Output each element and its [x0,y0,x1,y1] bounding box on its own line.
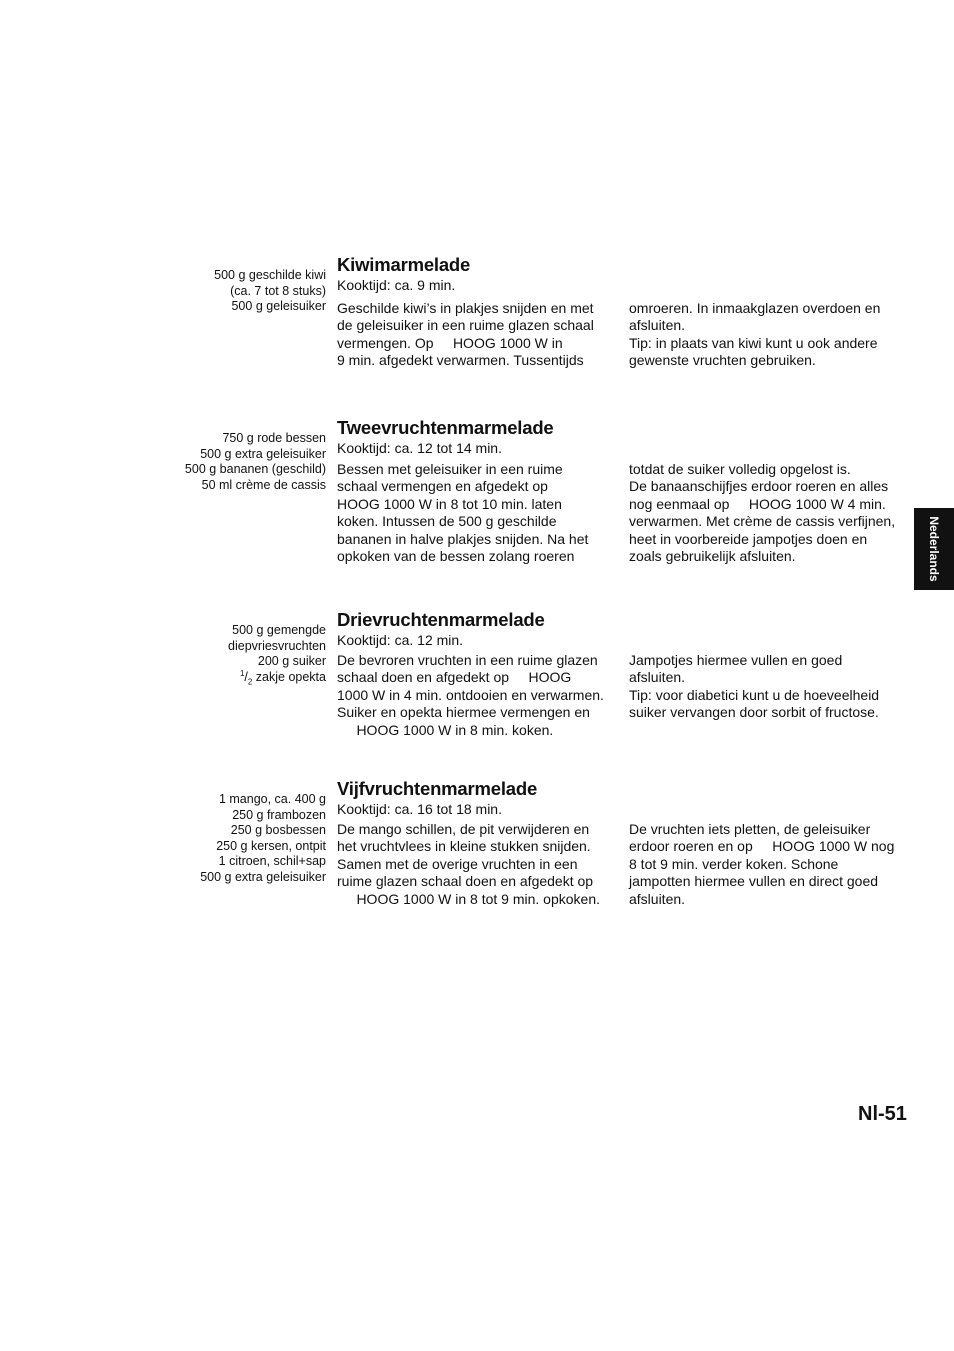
text-line: jampotten hiermee vullen en direct goed [629,873,879,890]
instructions-right-column [629,821,894,908]
text-line: Geschilde kiwi’s in plakjes snijden en met [337,300,594,316]
fraction-numerator: 1 [239,668,245,678]
text-line: schaal vermengen en afgedekt op [337,478,548,495]
text-line: zoals gebruikelijk afsluiten. [629,548,796,565]
ingredient-list [126,623,326,685]
ingredient-line: (ca. 7 tot 8 stuks) [230,283,326,298]
text-line: verwarmen. Met crème de cassis verfijnen, [629,513,896,530]
ingredient-line: 500 g extra geleisuiker [200,446,326,461]
text-line: suiker vervangen door sorbit of fructose. [629,704,879,721]
text-line: het vruchtvlees in kleine stukken snijden. [337,838,591,855]
ingredient-line: 250 g bosbessen [230,823,326,837]
ingredient-line: 500 g extra geleisuiker [200,869,326,884]
cooking-time: Kooktijd: ca. 12 tot 14 min. [337,440,502,456]
ingredient-list [126,431,326,493]
ingredient-line: 500 g bananen (geschild) [184,462,326,476]
text-line: nog eenmaal op HOOG 1000 W 4 min. [629,495,886,512]
text-line: HOOG 1000 W in 8 tot 10 min. laten [337,495,562,512]
text-line: 9 min. afgedekt verwarmen. Tussentijds [337,352,584,369]
recipe-title: Drievruchtenmarmelade [337,609,545,630]
text-line: heet in voorbereide jampotjes doen en [629,530,868,547]
text-line: schaal doen en afgedekt op HOOG [337,669,572,686]
text-line: koken. Intussen de 500 g geschilde [337,513,557,530]
text-line: De mango schillen, de pit verwijderen en [337,821,590,837]
ingredient-line: 500 g geleisuiker [231,299,326,313]
text-line: Suiker en opekta hiermee vermengen en [337,704,590,721]
instructions-left-column [337,652,604,739]
text-line: totdat de suiker volledig opgelost is. [629,461,851,477]
ingredient-line: 500 g geschilde kiwi [214,268,326,282]
text-line: afsluiten. [629,317,686,334]
text-line: Jampotjes hiermee vullen en goed [629,652,843,668]
text-line: Bessen met geleisuiker in een ruime [337,461,563,477]
recipe-title: Kiwimarmelade [337,254,471,275]
language-tab-label: Nederlands [927,516,941,582]
ingredient-line: 250 g kersen, ontpit [216,838,326,853]
text-line: vermengen. Op HOOG 1000 W in [337,334,563,351]
text-line: Samen met de overige vruchten in een [337,855,578,872]
text-line: Tip: in plaats van kiwi kunt u ook andere [629,334,878,351]
instructions-right-column [629,300,880,370]
cooking-time: Kooktijd: ca. 12 min. [337,632,464,648]
cooking-time: Kooktijd: ca. 9 min. [337,277,456,293]
ingredient-line: 750 g rode bessen [222,431,326,445]
text-line: omroeren. In inmaakglazen overdoen en [629,300,881,316]
text-line: Tip: voor diabetici kunt u de hoeveelheid [629,686,880,703]
instructions-left-column [337,821,600,908]
text-line: HOOG 1000 W in 8 min. koken. [337,721,554,738]
text-line: afsluiten. [629,890,686,907]
ingredient-list [126,792,326,885]
text-line: 8 tot 9 min. verder koken. Schone [629,855,839,872]
text-line: HOOG 1000 W in 8 tot 9 min. opkoken. [337,890,601,907]
text-line: ruime glazen schaal doen en afgedekt op [337,873,594,890]
text-line: De vruchten iets pletten, de geleisuiker [629,821,871,837]
text-line: de geleisuiker in een ruime glazen schaal [337,317,594,334]
ingredient-line: $^1/_2$ zakje opekta [239,668,326,686]
ingredient-line: 50 ml crème de cassis [201,477,326,492]
ingredient-text: zakje opekta [252,669,326,684]
ingredient-line: 500 g gemengde [232,623,326,637]
page-number: Nl-51 [858,1103,907,1125]
text-line: opkoken van de bessen zolang roeren [337,548,575,565]
text-line: De banaanschijfjes erdoor roeren en alles [629,478,889,495]
text-line: bananen in halve plakjes snijden. Na het [337,530,589,547]
recipe-title: Vijfvruchtenmarmelade [337,778,538,799]
text-line: gewenste vruchten gebruiken. [629,352,816,369]
language-side-tab [914,508,954,590]
instructions-left-column [337,461,588,565]
ingredient-line: 250 g frambozen [232,807,326,822]
recipe-title: Tweevruchtenmarmelade [337,417,554,438]
ingredient-line: 200 g suiker [257,654,326,668]
ingredient-list [126,268,326,315]
text-line: erdoor roeren en op HOOG 1000 W nog [629,838,895,855]
instructions-right-column [629,461,895,565]
instructions-right-column [629,652,879,722]
cooking-time: Kooktijd: ca. 16 tot 18 min. [337,801,502,817]
instructions-left-column [337,300,594,370]
text-line: afsluiten. [629,669,686,686]
ingredient-line: diepvriesvruchten [228,638,326,653]
fraction-denominator: 2 [247,677,253,686]
text-line: De bevroren vruchten in een ruime glazen [337,652,598,668]
ingredient-line: 1 mango, ca. 400 g [218,792,326,806]
ingredient-line: 1 citroen, schil+sap [218,854,326,868]
text-line: 1000 W in 4 min. ontdooien en verwarmen. [337,686,604,703]
